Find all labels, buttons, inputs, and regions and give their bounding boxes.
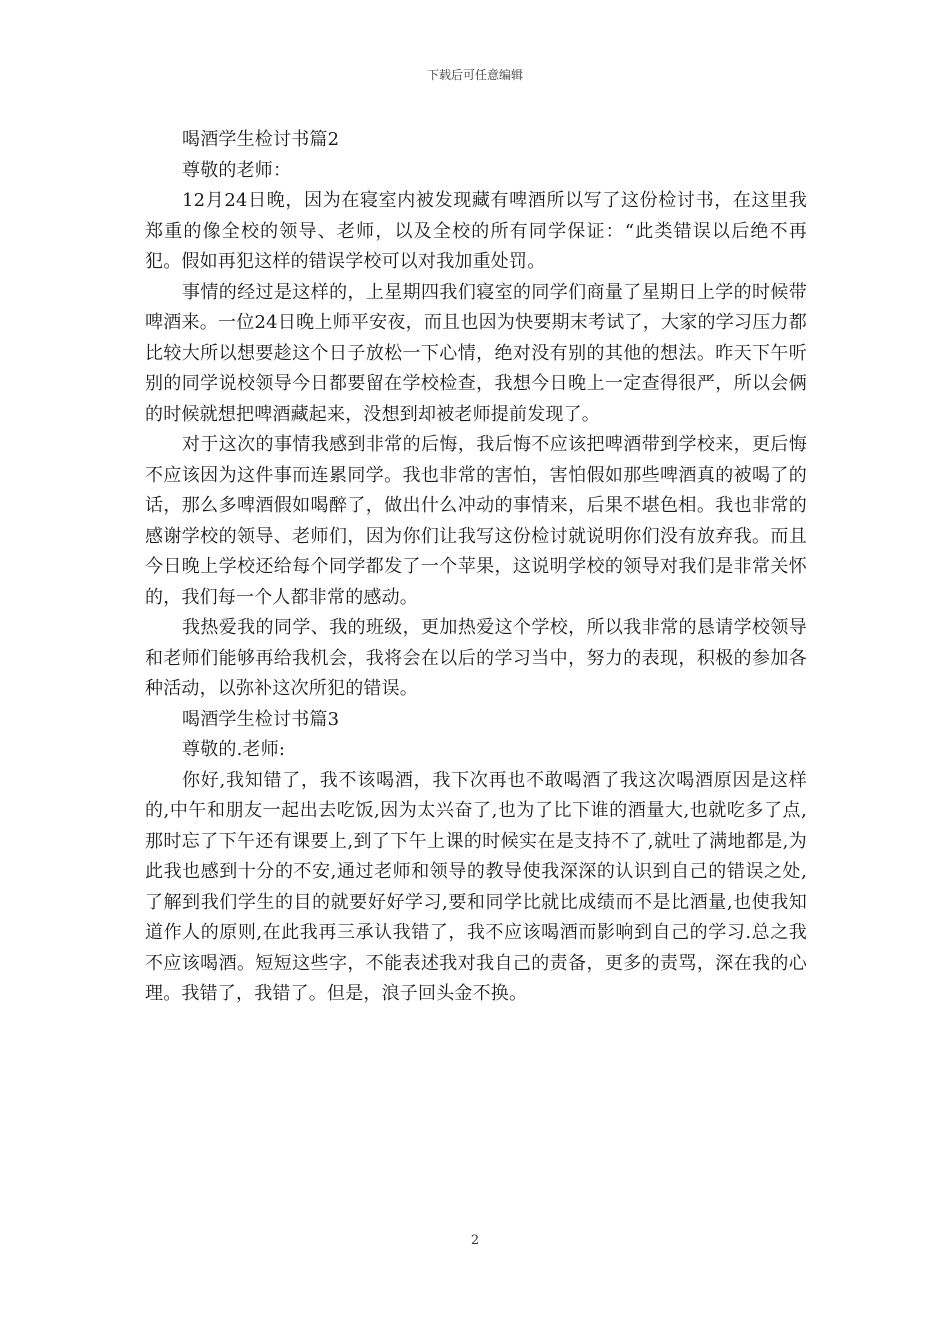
page-header-note: 下载后可任意编辑 xyxy=(426,68,523,82)
salutation-3: 尊敬的.老师: xyxy=(182,739,286,760)
body-paragraph: 你好,我知错了，我不该喝酒，我下次再也不敢喝酒了我这次喝酒原因是这样的,中午和朋友一起出去吃饭,因为太兴奋了,也为了比下谁的酒量大,也就吃多了点,那时忘了下午还有课要上,到了下午上课的时候实在是支持不了,就吐了满地都是,为此我也感到十分的不安,通过老师和领导的教导使我深深的认识到自己的错误之处,了解到我们学生的目的就要好好学习,要和同学比就比成绩而不是比酒量,也使我知道作人的原则,在此我再三承认我错了，我不应该喝酒而影响到自己的学习.总之我不应该喝酒。短短这些字，不能表述我对我自己的责备，更多的责骂，深在我的心理。我错了，我错了。但是，浪子回头金不换。 xyxy=(145,769,807,1004)
page-number: 2 xyxy=(470,1233,480,1248)
body-paragraph: 对于这次的事情我感到非常的后悔，我后悔不应该把啤酒带到学校来，更后悔不应该因为这件事而连累同学。我也非常的害怕，害怕假如那些啤酒真的被喝了的话，那么多啤酒假如喝醉了，做出什么冲动的事情来，后果不堪色相。我也非常的感谢学校的领导、老师们，因为你们让我写这份检讨就说明你们没有放弃我。而且今日晚上学校还给每个同学都发了一个苹果，这说明学校的领导对我们是非常关怀的，我们每一个人都非常的感动。 xyxy=(145,434,807,608)
salutation-2: 尊敬的老师： xyxy=(182,159,292,181)
section-title-2: 喝酒学生检讨书篇2 xyxy=(182,129,340,150)
body-paragraph: 12月24日晚，因为在寝室内被发现藏有啤酒所以写了这份检讨书，在这里我郑重的像全校的领导、老师，以及全校的所有同学保证：“此类错误以后绝不再犯。假如再犯这样的错误学校可以对我加重处罚。 xyxy=(145,190,807,272)
section-title-3: 喝酒学生检讨书篇3 xyxy=(182,708,340,730)
body-paragraph: 事情的经过是这样的，上星期四我们寝室的同学们商量了星期日上学的时候带啤酒来。一位24日晚上师平安夜，而且也因为快要期末考试了，大家的学习压力都比较大所以想要趁这个日子放松一下心情，绝对没有别的其他的想法。昨天下午听别的同学说校领导今日都要留在学校检查，我想今日晚上一定查得很严，所以会俩的时候就想把啤酒藏起来，没想到却被老师提前发现了。 xyxy=(145,281,807,425)
body-paragraph: 我热爱我的同学、我的班级，更加热爱这个学校，所以我非常的恳请学校领导和老师们能够再给我机会，我将会在以后的学习当中，努力的表现，积极的参加各种活动，以弥补这次所犯的错误。 xyxy=(145,617,807,699)
document-body xyxy=(145,125,807,1010)
